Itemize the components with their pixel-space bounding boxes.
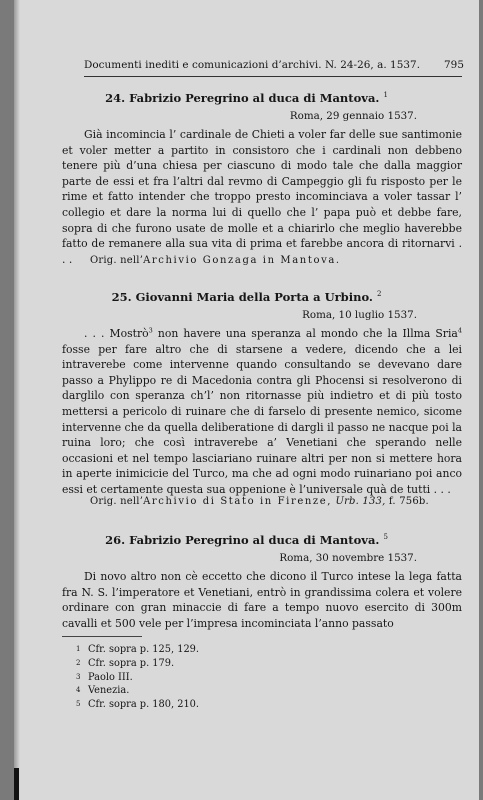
doc25-ref-4: 4 <box>457 326 462 335</box>
footnote-number: 3 <box>76 672 81 681</box>
header-rule <box>84 76 462 77</box>
doc26-title <box>14 533 479 547</box>
footnote-text: Venezia. <box>88 685 130 697</box>
doc24-paragraph: Già incomincia l’ cardinale de Chieti a voler far delle sue santimonie et voler metter a partito in consistoro che i cardinali non debbeno tenere più d’una chiesa per ciascuno di modo tale che dalla maggior parte de essi et fra l’altri dal revmo di Campeggio gli fu risposto per le rime et fatto intender che troppo presto incominciava a voler tassar l’ collegio et dare la norma lui di quello che l’ papa può et debbe fare, sopra di che furono usate de molle et a chiarirlo che meglio haverebbe fatto de remanere alla sua vita di prima et farebbe ancora di ritornarvi . . . <box>62 128 462 266</box>
doc25-title-text: 25. Giovanni Maria della Porta a Urbino. <box>111 290 373 304</box>
footnote-text: Cfr. sopra p. 179. <box>88 657 175 669</box>
book-page <box>14 0 479 800</box>
doc24-note-ref: 1 <box>383 91 388 100</box>
footnote-text: Paolo III. <box>88 671 133 683</box>
footnotes <box>76 643 376 712</box>
doc25-paragraph <box>62 326 462 498</box>
doc24-source <box>90 255 341 266</box>
footnote-1 <box>76 643 376 657</box>
doc25-source-ref: Urb. 133, <box>335 496 386 507</box>
doc25-body <box>62 326 462 498</box>
footnote-number: 2 <box>76 658 81 667</box>
doc25-title <box>14 290 479 304</box>
doc24-source-archive: Archivio Gonzaga in Mantova. <box>143 255 341 266</box>
page-number: 795 <box>444 59 464 71</box>
doc24-title-text: 24. Fabrizio Peregrino al duca di Mantova. <box>105 91 380 105</box>
running-title: Documenti inediti e comunicazioni d’archivi. N. 24-26, a. 1537. <box>84 59 421 71</box>
footnote-number: 5 <box>76 700 81 709</box>
footnote-text: Cfr. sopra p. 180, 210. <box>88 699 200 711</box>
doc25-source-folio: f. 756b. <box>388 496 429 507</box>
doc26-date: Roma, 30 novembre 1537. <box>279 552 417 564</box>
doc26-title-text: 26. Fabrizio Peregrino al duca di Mantova. <box>105 533 380 547</box>
doc25-ref-3: 3 <box>148 326 153 335</box>
doc25-note-ref: 2 <box>376 290 382 299</box>
doc25-source-archive: Archivio di Stato in Firenze, <box>143 496 333 507</box>
doc24-body <box>62 127 462 267</box>
footnote-5 <box>76 698 376 712</box>
doc24-date: Roma, 29 gennaio 1537. <box>289 110 417 122</box>
footnote-number: 1 <box>76 645 81 653</box>
footnote-4 <box>76 684 376 698</box>
footnote-text: Cfr. sopra p. 125, 129. <box>88 644 200 655</box>
footnote-2 <box>76 657 376 671</box>
doc25-date: Roma, 10 luglio 1537. <box>302 309 417 321</box>
doc26-paragraph: Di novo altro non cè eccetto che dicono il Turco intese la lega fatta fra N. S. l’imperatore et Venetiani, entrò in grandissima colera et volere ordinare con gran minaccie di fare a tempo nuovo esercito di 300m cavalli et 500 vele per l’impresa incominciata l’anno passato <box>62 570 462 630</box>
running-header <box>84 59 464 71</box>
gutter-shadow <box>14 0 20 800</box>
doc25-source <box>90 496 429 507</box>
scan-corner-mark <box>14 768 19 800</box>
doc25-text-c: fosse per fare altro che di starsene a vedere, dicendo che a lei intraverebe come intervenne quando consultando se devevano dare passo a Phylippo re di Macedonia contra gli Phocensi si resolverono di darglilo con speranza ch’l’ non ritornasse più indietro et di più tosto mettersi a pericolo di ruinare che di farselo di presente nemico, sicome intervenne che da quella deliberatione di dargli il passo ne nacque poi la ruina loro; che così intraverebe a’ Venetiani che sperando nelle occasioni et nel tempo lasciariano ruinare altri per non si mettere hora in aperte inimicicie del Turco, ma che ad ogni modo ruinariano poi anco essi et certamente questa sua oppenione è l’universale quà de tutti . . . <box>62 342 462 496</box>
footnote-number: 4 <box>76 686 81 695</box>
footnote-rule <box>62 636 142 637</box>
doc24-source-prefix: Orig. nell’ <box>90 255 144 266</box>
doc24-title <box>14 91 479 105</box>
doc25-text-b: non havere una speranza al mondo che la Illma Sria <box>152 327 458 340</box>
doc25-text-a: . . . Mostrò <box>84 327 149 340</box>
footnote-3 <box>76 671 376 685</box>
doc26-body <box>62 569 462 631</box>
doc26-note-ref: 5 <box>383 533 388 542</box>
doc25-source-prefix: Orig. nell’ <box>90 496 144 507</box>
